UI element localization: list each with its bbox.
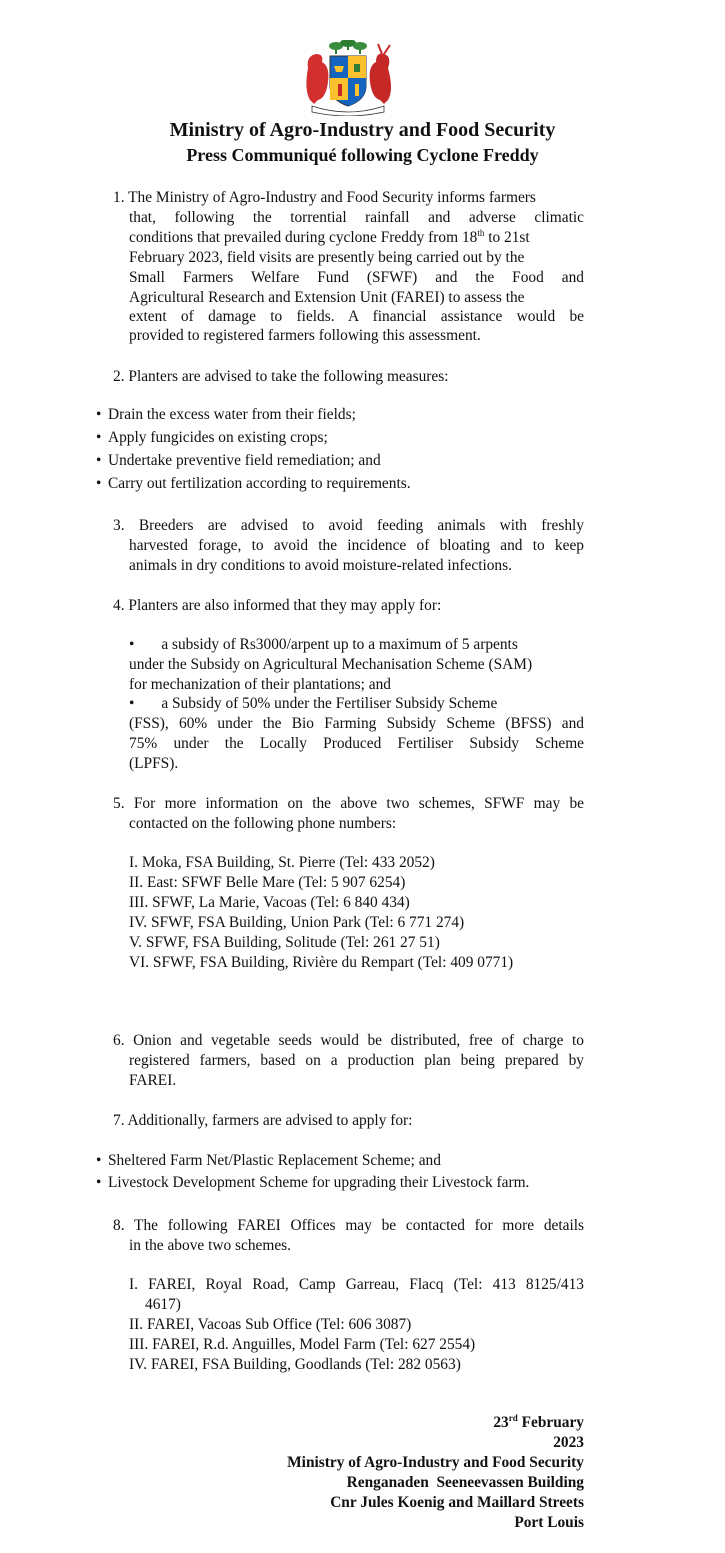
- p5-line-2: contacted on the following phone numbers:: [129, 815, 397, 832]
- p3-line-2: harvested forage, to avoid the incidence of bloating and to keep: [129, 537, 584, 554]
- coat-of-arms-logo: [300, 40, 396, 116]
- p3-line-3: animals in dry conditions to avoid moisture-related infections.: [129, 557, 512, 574]
- p1-line-7: extent of damage to fields. A financial assistance would be: [129, 308, 584, 325]
- p1-line-5: Small Farmers Welfare Fund (SFWF) and the Food and: [129, 269, 584, 286]
- list-item: • Livestock Development Scheme for upgrading their Livestock farm.: [96, 1174, 530, 1191]
- p1-line-4: February 2023, field visits are presently being carried out by the: [129, 249, 525, 266]
- p8-line-2: in the above two schemes.: [129, 1237, 291, 1254]
- sfwf-contact-item: II. East: SFWF Belle Mare (Tel: 5 907 6254): [129, 874, 406, 891]
- p1-line-2: that, following the torrential rainfall and adverse climatic: [129, 209, 584, 226]
- sfwf-contact-item: V. SFWF, FSA Building, Solitude (Tel: 261 27 51): [129, 934, 440, 951]
- sfwf-contact-item: I. Moka, FSA Building, St. Pierre (Tel: 433 2052): [129, 854, 435, 871]
- list-item: • Sheltered Farm Net/Plastic Replacement Scheme; and: [96, 1152, 441, 1169]
- p7-text: 7. Additionally, farmers are advised to apply for:: [113, 1112, 413, 1129]
- farei-contact-item: II. FAREI, Vacoas Sub Office (Tel: 606 3087): [129, 1316, 412, 1333]
- list-item: • Apply fungicides on existing crops;: [96, 429, 328, 446]
- p5-line-1: 5. For more information on the above two schemes, SFWF may be: [113, 795, 584, 812]
- signature-ministry: Ministry of Agro-Industry and Food Security: [287, 1454, 584, 1471]
- p3-line-1: 3. Breeders are advised to avoid feeding animals with freshly: [113, 517, 584, 534]
- signature-street: Cnr Jules Koenig and Maillard Streets: [330, 1494, 584, 1511]
- farei-contact-item: III. FAREI, R.d. Anguilles, Model Farm (Tel: 627 2554): [129, 1336, 476, 1353]
- p4-item-b-line-2: (FSS), 60% under the Bio Farming Subsidy Scheme (BFSS) and: [129, 715, 584, 732]
- signature-building: Renganaden Seeneevassen Building: [346, 1474, 584, 1491]
- farei-contact-item: 4617): [145, 1296, 181, 1313]
- sfwf-contact-item: VI. SFWF, FSA Building, Rivière du Rempart (Tel: 409 0771): [129, 954, 514, 971]
- farei-contact-item: IV. FAREI, FSA Building, Goodlands (Tel: 282 0563): [129, 1356, 461, 1373]
- farei-contact-item: I. FAREI, Royal Road, Camp Garreau, Flacq (Tel: 413 8125/413: [129, 1276, 584, 1293]
- p2-text: 2. Planters are advised to take the following measures:: [113, 368, 449, 385]
- p6-line-1: 6. Onion and vegetable seeds would be distributed, free of charge to: [113, 1032, 584, 1049]
- p4-item-a-line-2: under the Subsidy on Agricultural Mechanisation Scheme (SAM): [129, 656, 533, 673]
- sfwf-contact-item: IV. SFWF, FSA Building, Union Park (Tel: 6 771 274): [129, 914, 465, 931]
- p1-line-8: provided to registered farmers following this assessment.: [129, 327, 481, 344]
- p4-item-b-line-4: (LPFS).: [129, 755, 179, 772]
- p8-line-1: 8. The following FAREI Offices may be contacted for more details: [113, 1217, 584, 1234]
- list-item: • Drain the excess water from their fields;: [96, 406, 356, 423]
- signature-date: 23rd February: [493, 1412, 584, 1431]
- p4-text: 4. Planters are also informed that they may apply for:: [113, 597, 442, 614]
- p1-line-1: 1. The Ministry of Agro-Industry and Food Security informs farmers: [113, 189, 536, 206]
- ministry-title: Ministry of Agro-Industry and Food Security: [169, 119, 556, 141]
- p4-item-b-line-3: 75% under the Locally Produced Fertiliser Subsidy Scheme: [129, 735, 584, 752]
- p1-line-3: conditions that prevailed during cyclone Freddy from 18th to 21st: [129, 227, 530, 246]
- p4-item-b-line-1: • a Subsidy of 50% under the Fertiliser Subsidy Scheme: [129, 695, 498, 712]
- signature-year: 2023: [553, 1434, 584, 1451]
- p4-item-a-line-1: • a subsidy of Rs3000/arpent up to a maximum of 5 arpents: [129, 636, 518, 653]
- sfwf-contact-item: III. SFWF, La Marie, Vacoas (Tel: 6 840 434): [129, 894, 410, 911]
- p1-line-6: Agricultural Research and Extension Unit (FAREI) to assess the: [129, 289, 525, 306]
- communique-subtitle: Press Communiqué following Cyclone Freddy: [186, 145, 539, 165]
- signature-city: Port Louis: [514, 1514, 584, 1531]
- p6-line-3: FAREI.: [129, 1072, 177, 1089]
- p4-item-a-line-3: for mechanization of their plantations; and: [129, 676, 391, 693]
- p6-line-2: registered farmers, based on a production plan being prepared by: [129, 1052, 584, 1069]
- list-item: • Undertake preventive field remediation; and: [96, 452, 381, 469]
- list-item: • Carry out fertilization according to requirements.: [96, 475, 411, 492]
